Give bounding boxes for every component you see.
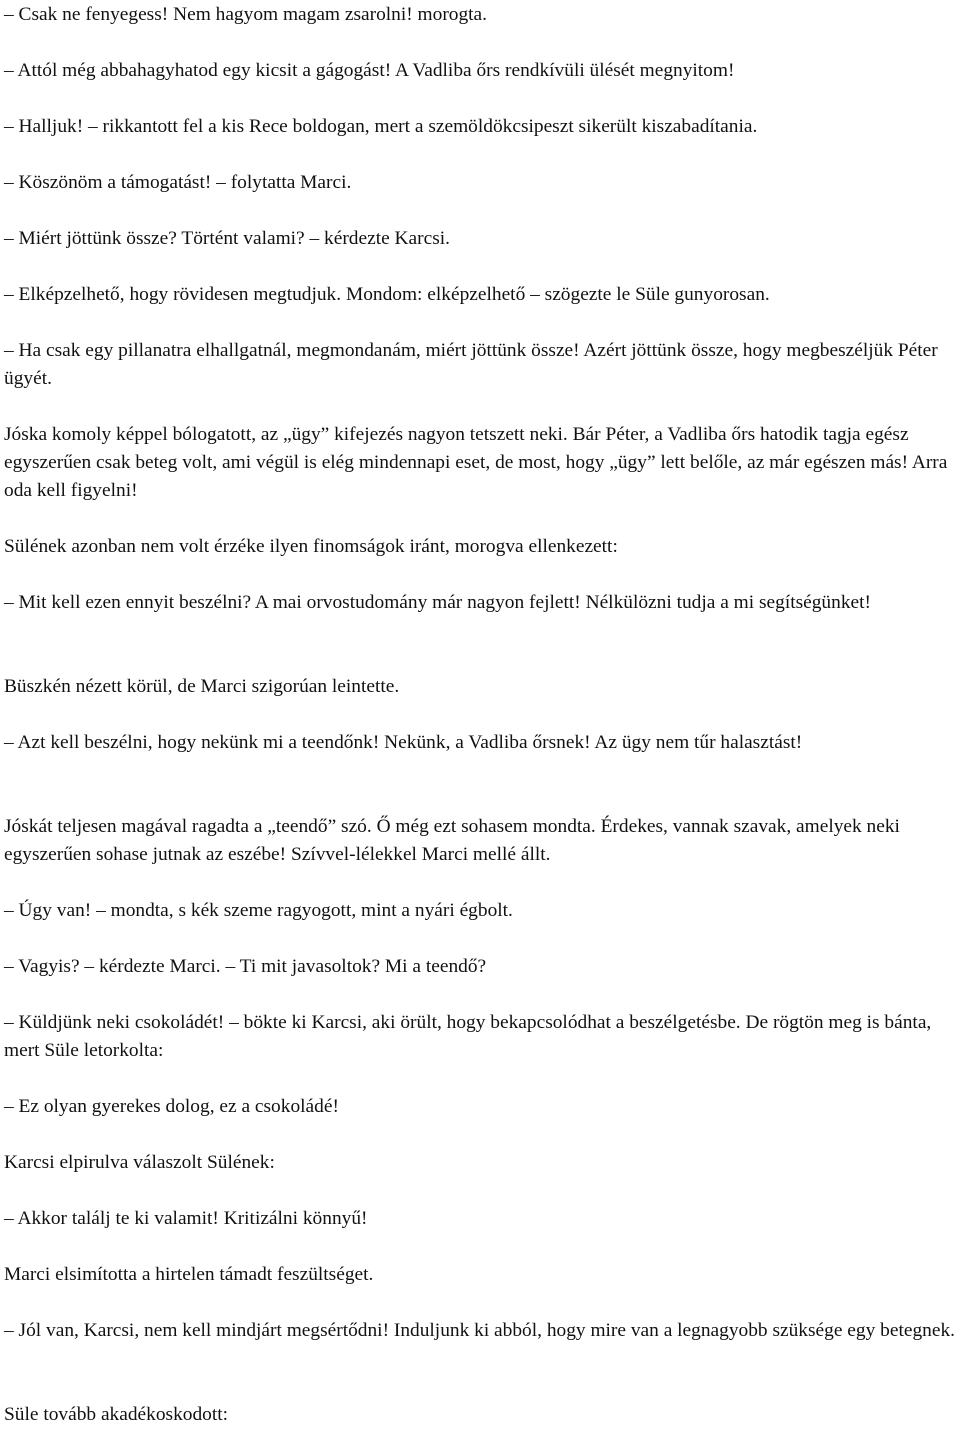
paragraph-8: Jóska komoly képpel bólogatott, az „ügy” kifejezés nagyon tetszett neki. Bár Péter, a Vadliba őrs hatodik tagja egész egyszerűen csak beteg volt, ami végül is elég mindennapi eset, de most, hogy „ügy” lett belőle, az már egészen más! Arra oda kell figyelni! xyxy=(4,424,948,501)
paragraph-5: – Miért jöttünk össze? Történt valami? – kérdezte Karcsi. xyxy=(4,228,451,249)
paragraph-1: – Csak ne fenyegess! Nem hagyom magam zsarolni! morogta. xyxy=(4,4,488,25)
paragraph-16: – Küldjünk neki csokoládét! – bökte ki Karcsi, aki örült, hogy bekapcsolódhat a beszélgetésbe. De rögtön meg is bánta, mert Süle letorkolta: xyxy=(4,1012,932,1061)
paragraph-3: – Halljuk! – rikkantott fel a kis Rece boldogan, mert a szemöldökcsipeszt sikerült kiszabadítania. xyxy=(4,116,758,137)
paragraph-21: – Jól van, Karcsi, nem kell mindjárt megsértődni! Induljunk ki abból, hogy mire van a legnagyobb szüksége egy betegnek. xyxy=(4,1320,955,1341)
paragraph-9: Sülének azonban nem volt érzéke ilyen finomságok iránt, morogva ellenkezett: xyxy=(4,536,618,557)
paragraph-19: – Akkor találj te ki valamit! Kritizálni könnyű! xyxy=(4,1208,368,1229)
paragraph-2: – Attól még abbahagyhatod egy kicsit a gágogást! A Vadliba őrs rendkívüli ülését megnyitom! xyxy=(4,60,735,81)
paragraph-11: Büszkén nézett körül, de Marci szigorúan leintette. xyxy=(4,676,400,697)
paragraph-18: Karcsi elpirulva válaszolt Sülének: xyxy=(4,1152,275,1173)
paragraph-13: Jóskát teljesen magával ragadta a „teendő” szó. Ő még ezt sohasem mondta. Érdekes, vannak szavak, amelyek neki egyszerűen sohase jutnak az eszébe! Szívvel-lélekkel Marci mellé állt. xyxy=(4,816,900,865)
paragraph-15: – Vagyis? – kérdezte Marci. – Ti mit javasoltok? Mi a teendő? xyxy=(4,956,487,977)
paragraph-12: – Azt kell beszélni, hogy nekünk mi a teendőnk! Nekünk, a Vadliba őrsnek! Az ügy nem tűr halasztást! xyxy=(4,732,803,753)
paragraph-6: – Elképzelhető, hogy rövidesen megtudjuk. Mondom: elképzelhető – szögezte le Süle gunyorosan. xyxy=(4,284,770,305)
paragraph-4: – Köszönöm a támogatást! – folytatta Marci. xyxy=(4,172,352,193)
paragraph-14: – Úgy van! – mondta, s kék szeme ragyogott, mint a nyári égbolt. xyxy=(4,900,513,921)
paragraph-10: – Mit kell ezen ennyit beszélni? A mai orvostudomány már nagyon fejlett! Nélkülözni tudja a mi segítségünket! xyxy=(4,592,871,613)
paragraph-22: Süle tovább akadékoskodott: xyxy=(4,1404,229,1425)
paragraph-17: – Ez olyan gyerekes dolog, ez a csokoládé! xyxy=(4,1096,339,1117)
paragraph-20: Marci elsimította a hirtelen támadt feszültséget. xyxy=(4,1264,374,1285)
paragraph-7: – Ha csak egy pillanatra elhallgatnál, megmondanám, miért jöttünk össze! Azért jöttünk össze, hogy megbeszéljük Péter ügyét. xyxy=(4,340,938,389)
